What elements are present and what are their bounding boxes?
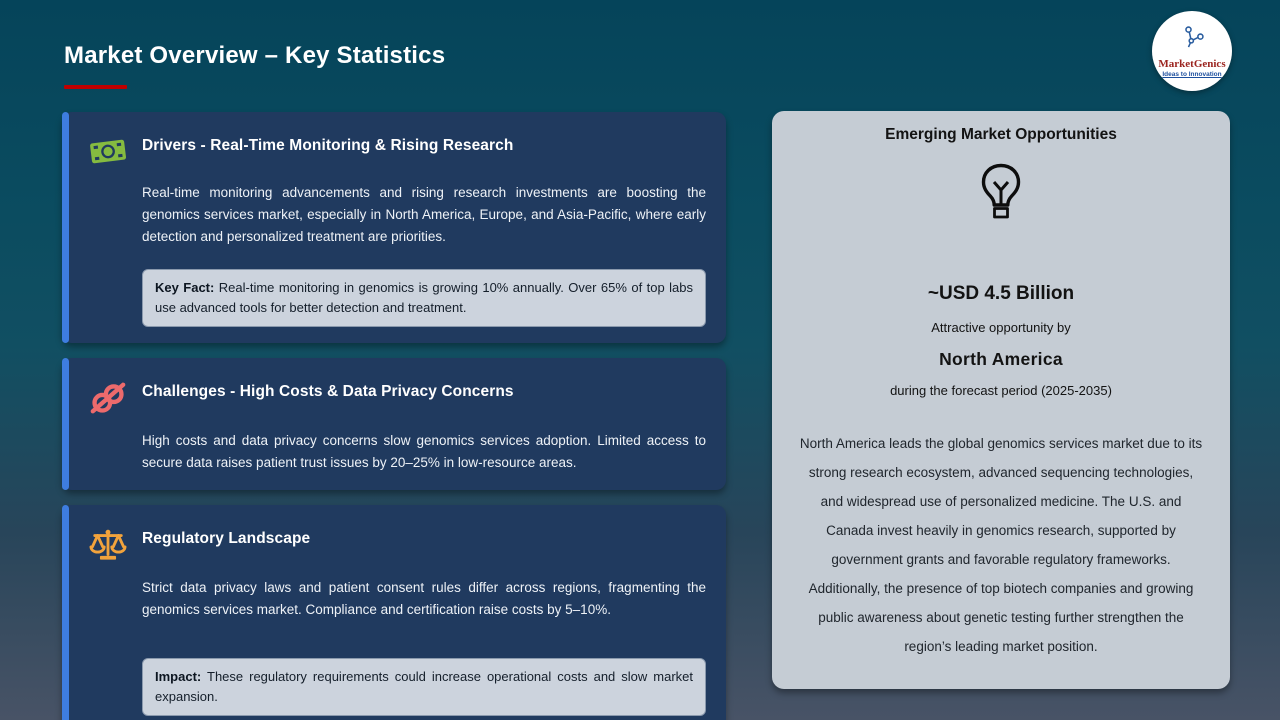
- impact-label: Impact:: [155, 669, 202, 684]
- opportunity-subtitle: Attractive opportunity by: [931, 320, 1071, 335]
- opportunity-panel: [772, 111, 1230, 689]
- card-title: Regulatory Landscape: [142, 530, 311, 547]
- key-fact-box: [142, 269, 706, 327]
- broken-link-icon: [88, 378, 128, 421]
- card-body-text: High costs and data privacy concerns slow genomics services adoption. Limited access to secure data raises patient trust issues by 20–25% in low-resource areas.: [142, 433, 706, 470]
- drivers-card: [62, 112, 726, 343]
- stats-column: [62, 112, 726, 720]
- header: [64, 42, 445, 89]
- card-accent-bar: [62, 112, 69, 343]
- opportunity-description: North America leads the global genomics services market due to its strong research ecosystem, advanced sequencing technologies, and widespread use of personalized medicine. The U.S. and Canada invest heavily in genomics research, supported by government grants and favorable regulatory frameworks. Additionally, the presence of top biotech companies and growing public awareness about genetic testing further strengthen the region’s leading market position.: [799, 436, 1203, 654]
- lightbulb-icon: [772, 162, 1230, 227]
- page-title: Market Overview – Key Statistics: [64, 42, 446, 69]
- balance-scale-icon: [88, 525, 128, 568]
- impact-text: These regulatory requirements could increase operational costs and slow market expansion.: [155, 669, 693, 704]
- money-icon: [88, 132, 128, 173]
- challenges-card: [62, 358, 726, 490]
- key-fact-text: Real-time monitoring in genomics is growing 10% annually. Over 65% of top labs use advanced tools for better detection and treatment.: [155, 280, 693, 315]
- card-accent-bar: [62, 505, 69, 720]
- title-underline: [64, 85, 127, 89]
- card-body-text: Real-time monitoring advancements and rising research investments are boosting the genomics services market, especially in North America, Europe, and Asia-Pacific, where early detection and personalized treatment are priorities.: [142, 185, 706, 244]
- opportunity-value: ~USD 4.5 Billion: [927, 283, 1075, 304]
- logo: [1152, 11, 1232, 91]
- opportunity-title: Emerging Market Opportunities: [885, 126, 1117, 143]
- card-body-text: Strict data privacy laws and patient consent rules differ across regions, fragmenting the genomics services market. Compliance and certification raise costs by 5–10%.: [142, 580, 706, 617]
- card-title: Challenges - High Costs & Data Privacy Concerns: [142, 383, 514, 400]
- card-title: Drivers - Real-Time Monitoring & Rising Research: [142, 137, 514, 154]
- opportunity-period: during the forecast period (2025-2035): [890, 383, 1112, 398]
- opportunity-region: North America: [939, 349, 1063, 369]
- molecule-icon: [1178, 24, 1206, 57]
- card-accent-bar: [62, 358, 69, 490]
- logo-tagline: Ideas to Innovation: [1162, 71, 1222, 78]
- regulatory-card: [62, 505, 726, 720]
- impact-box: [142, 658, 706, 716]
- key-fact-label: Key Fact:: [155, 280, 215, 295]
- logo-name: MarketGenics: [1158, 58, 1226, 70]
